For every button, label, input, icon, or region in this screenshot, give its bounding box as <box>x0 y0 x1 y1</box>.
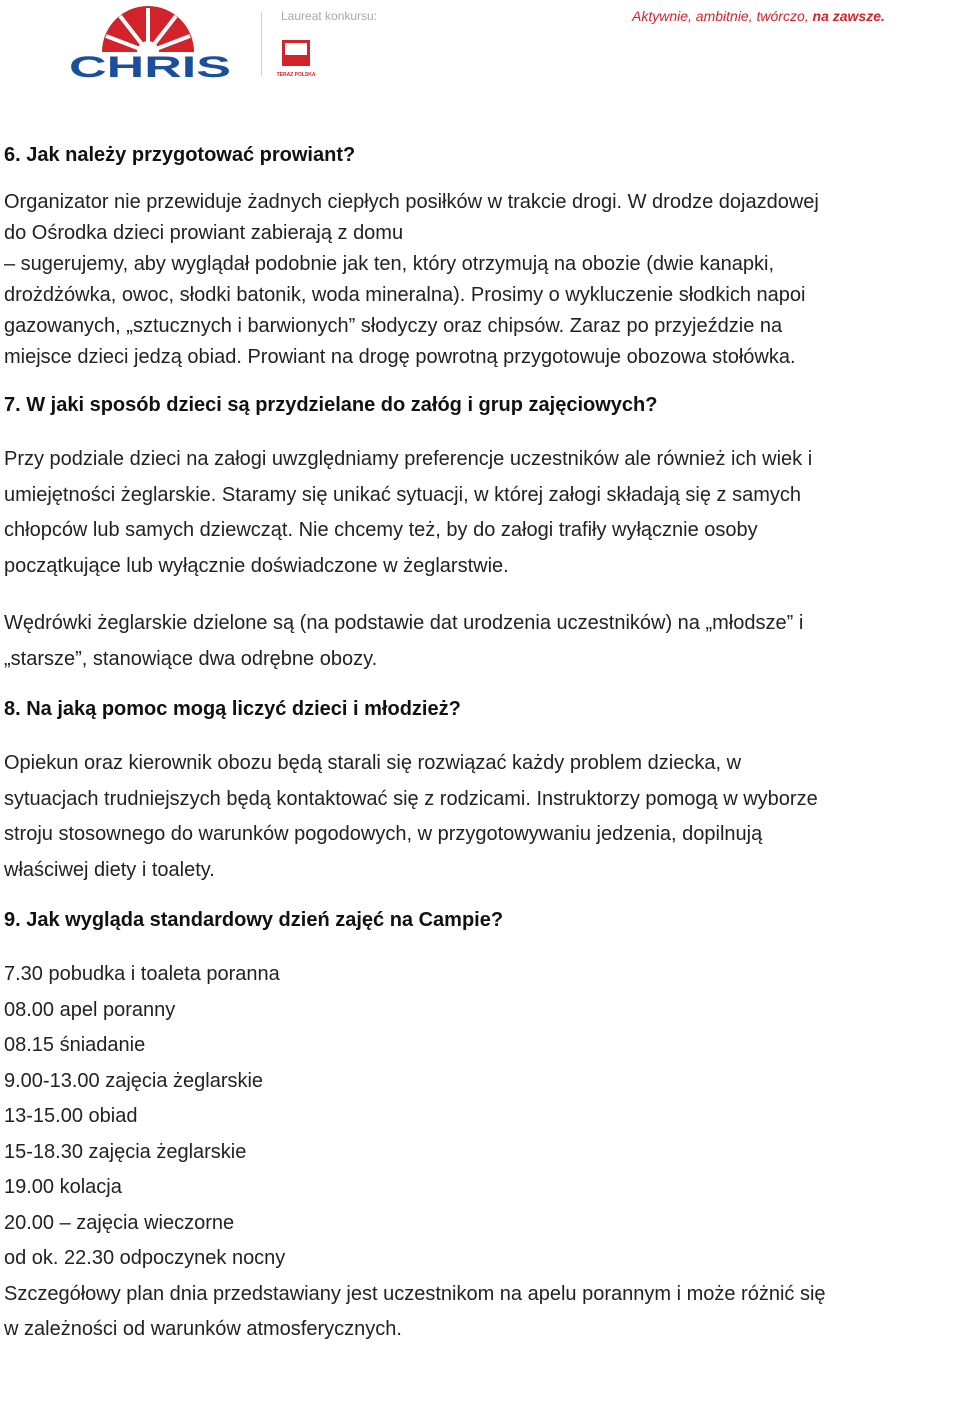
text-line: Opiekun oraz kierownik obozu będą starali się rozwiązać każdy problem dziecka, w <box>4 752 742 774</box>
logo-wordmark: CHRIS <box>69 51 231 84</box>
section-7-heading: 7. W jaki sposób dzieci są przydzielane do załóg i grup zajęciowych? <box>4 394 658 416</box>
text-line: Wędrówki żeglarskie dzielone są (na podstawie dat urodzenia uczestników) na „młodsze” i <box>4 612 804 634</box>
schedule-item: od ok. 22.30 odpoczynek nocny <box>4 1247 286 1269</box>
text-line: chłopców lub samych dziewcząt. Nie chcemy też, by do załogi trafiły wyłącznie osoby <box>4 519 758 541</box>
section-8-heading: 8. Na jaką pomoc mogą liczyć dzieci i młodzież? <box>4 698 461 720</box>
schedule-item: 9.00-13.00 zajęcia żeglarskie <box>4 1069 264 1092</box>
text-line: Przy podziale dzieci na załogi uwzględniamy preferencje uczestników ale również ich wiek i <box>4 448 813 470</box>
text-line: drożdżówka, owoc, słodki batonik, woda mineralna). Prosimy o wykluczenie słodkich napoi <box>4 284 806 306</box>
text-line: w zależności od warunków atmosferycznych. <box>4 1318 402 1340</box>
text-line: Szczegółowy plan dnia przedstawiany jest uczestnikom na apelu porannym i może różnić się <box>4 1282 826 1305</box>
schedule-item: 08.00 apel poranny <box>4 998 176 1021</box>
section-9-closing <box>4 1277 958 1348</box>
schedule-item: 15-18.30 zajęcia żeglarskie <box>4 1140 247 1163</box>
schedule-item: 19.00 kolacja <box>4 1176 122 1198</box>
text-line: – sugerujemy, aby wyglądał podobnie jak ten, który otrzymują na obozie (dwie kanapki, <box>4 253 775 275</box>
schedule-item: 08.15 śniadanie <box>4 1034 146 1056</box>
text-line: gazowanych, „sztucznych i barwionych” słodyczy oraz chipsów. Zaraz po przyjeździe na <box>4 315 783 337</box>
chris-logo <box>62 8 238 84</box>
text-line: umiejętności żeglarskie. Staramy się unikać sytuacji, w której załogi składają się z samych <box>4 483 801 506</box>
text-line: miejsce dzieci jedzą obiad. Prowiant na drogę powrotną przygotowuje obozowa stołówka. <box>4 346 796 368</box>
slogan-bold: na zawsze. <box>812 8 885 24</box>
text-line: Organizator nie przewiduje żadnych ciepłych posiłków w trakcie drogi. W drodze dojazdowej <box>4 191 819 213</box>
section-7-paragraph-2 <box>4 606 958 677</box>
schedule-item: 20.00 – zajęcia wieczorne <box>4 1211 235 1234</box>
text-line: początkujące lub wyłącznie doświadczone w żeglarstwie. <box>4 554 509 577</box>
section-8-text <box>4 746 958 888</box>
header-divider <box>261 12 262 76</box>
text-line: stroju stosownego do warunków pogodowych, w przygotowywaniu jedzenia, dopilnują <box>4 823 763 845</box>
document-body <box>4 140 958 1348</box>
text-line: do Ośrodka dzieci prowiant zabierają z domu <box>4 222 404 244</box>
award-text: TERAZ POLSKA <box>276 72 316 78</box>
teraz-polska-emblem <box>276 38 316 78</box>
text-line: „starsze”, stanowiące dwa odrębne obozy. <box>4 647 378 670</box>
section-9-heading: 9. Jak wygląda standardowy dzień zajęć na Campie? <box>4 909 504 931</box>
schedule-item: 13-15.00 obiad <box>4 1105 138 1127</box>
section-6-heading: 6. Jak należy przygotować prowiant? <box>4 144 356 166</box>
section-6-text <box>4 187 958 373</box>
header-slogan <box>632 8 885 24</box>
slogan-main: Aktywnie, ambitnie, twórczo, <box>632 8 809 24</box>
text-line: sytuacjach trudniejszych będą kontaktować się z rodzicami. Instruktorzy pomogą w wyborze <box>4 787 818 810</box>
daily-schedule <box>4 957 958 1277</box>
text-line: właściwej diety i toalety. <box>4 858 215 881</box>
section-7-paragraph-1 <box>4 442 958 584</box>
laureat-label: Laureat konkursu: <box>281 9 378 23</box>
schedule-item: 7.30 pobudka i toaleta poranna <box>4 963 280 985</box>
page-header <box>0 0 960 90</box>
